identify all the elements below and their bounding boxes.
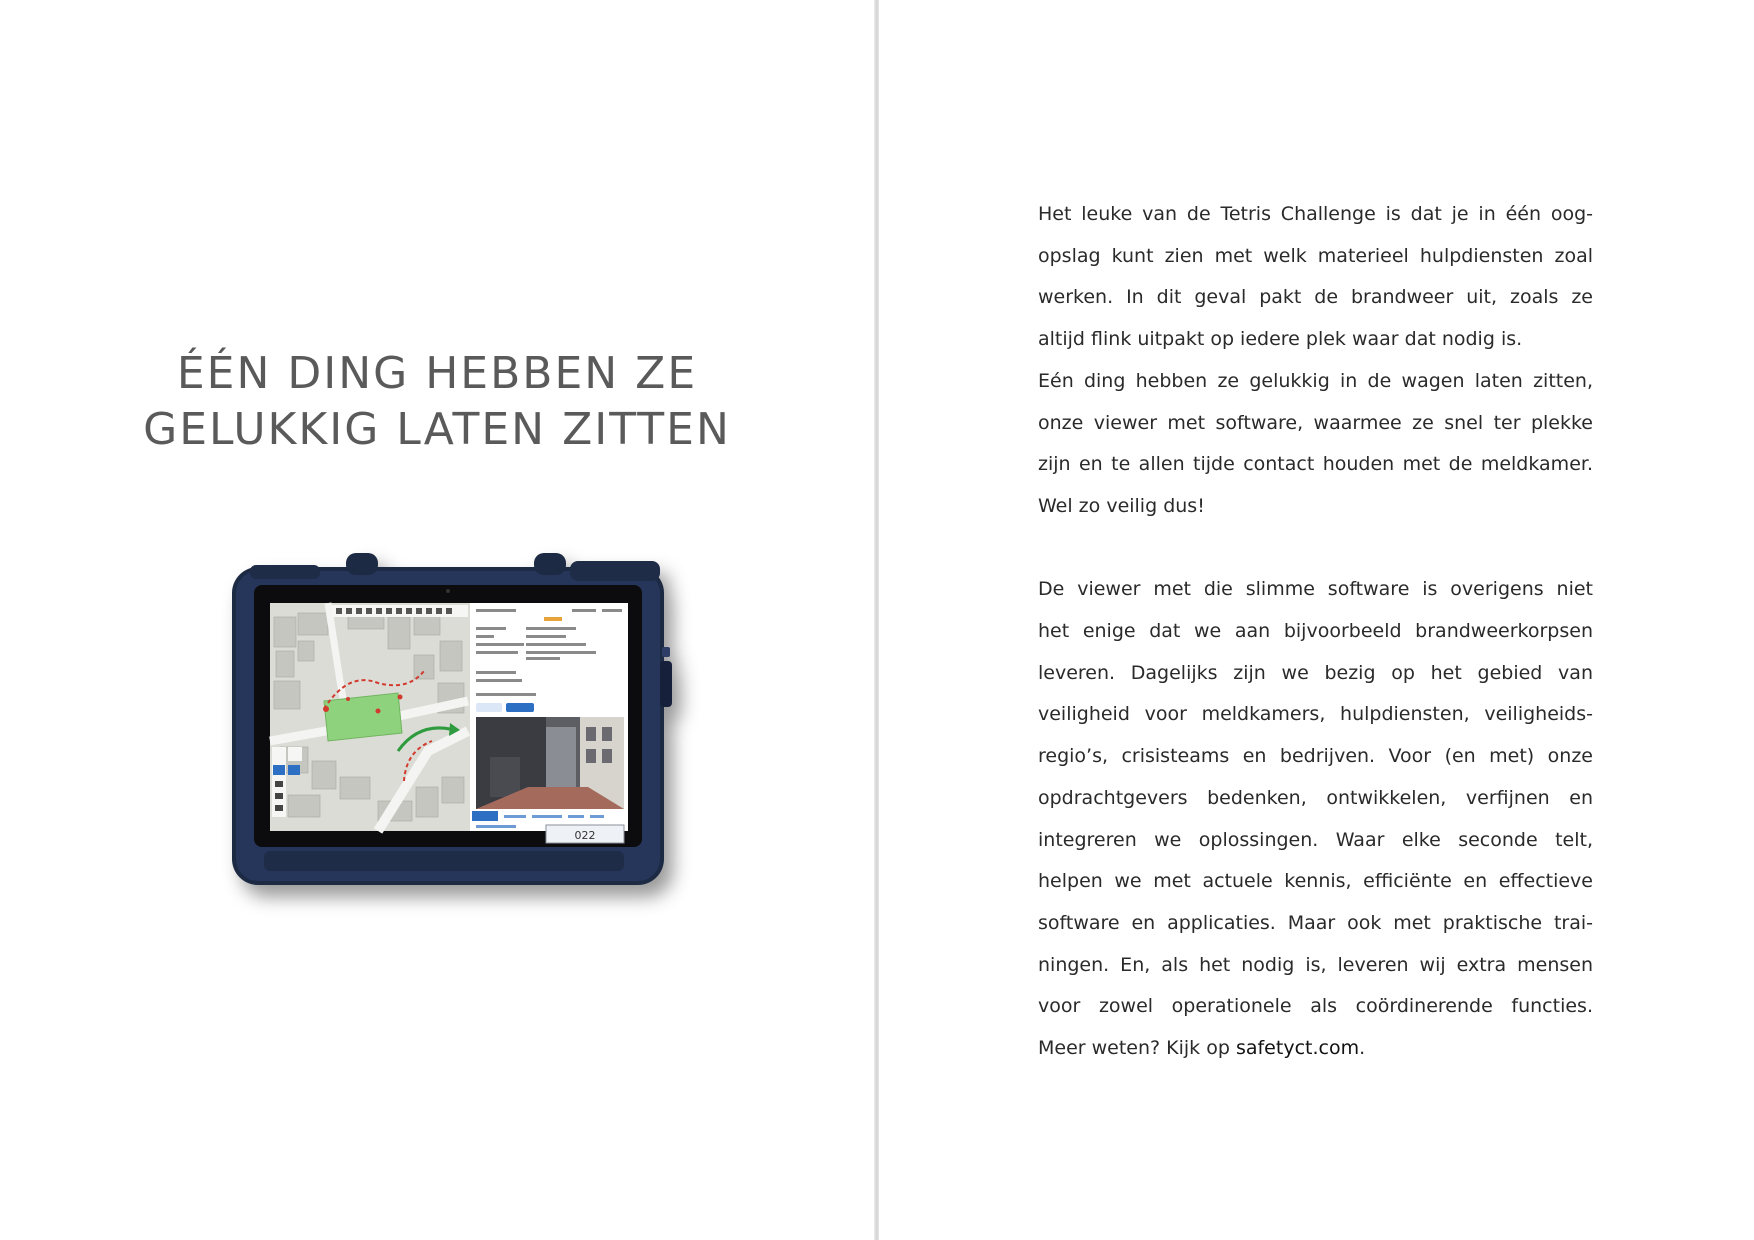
website-link[interactable]: safetyct.com xyxy=(1235,1037,1360,1060)
text-line-last xyxy=(1038,1028,1593,1070)
headline xyxy=(100,346,774,458)
text-line: leveren. Dagelijks zijn we bezig op het gebied van xyxy=(1038,661,1593,684)
text-line: software en applicaties. Maar ook met praktische trai- xyxy=(1038,911,1593,934)
rugged-tablet-photo xyxy=(228,551,673,891)
text-line: het enige dat we aan bijvoorbeeld brandweerkorpsen xyxy=(1038,620,1593,643)
closing-suffix: . xyxy=(1359,1037,1366,1060)
headline-line-1: ÉÉN DING HEBBEN ZE xyxy=(176,348,698,399)
text-line: Eén ding hebben ze gelukkig in de wagen laten zitten, xyxy=(1038,369,1593,392)
page-gutter xyxy=(874,0,879,1240)
text-line: ningen. En, als het nodig is, leveren wij extra mensen xyxy=(1038,953,1593,976)
headline-line-2: GELUKKIG LATEN ZITTEN xyxy=(143,404,731,455)
text-line: opslag kunt zien met welk materieel hulpdiensten zoal xyxy=(1038,244,1593,267)
left-page xyxy=(0,0,874,1240)
closing-prefix: Meer weten? Kijk op xyxy=(1038,1037,1236,1060)
text-line: altijd flink uitpakt op iedere plek waar dat nodig is. xyxy=(1038,328,1523,351)
paragraph-1 xyxy=(1038,194,1593,528)
text-line: zijn en te allen tijde contact houden met de meldkamer. xyxy=(1038,453,1593,476)
text-line: Wel zo veilig dus! xyxy=(1038,494,1205,517)
text-line: regio’s, crisisteams en bedrijven. Voor (en met) onze xyxy=(1038,745,1593,768)
text-line: opdrachtgevers bedenken, ontwikkelen, verfijnen en xyxy=(1038,786,1593,809)
tablet-badge: 022 xyxy=(574,829,596,842)
body-text xyxy=(1038,194,1593,1070)
text-line: integreren we oplossingen. Waar elke seconde telt, xyxy=(1038,828,1593,851)
paragraph-gap xyxy=(1038,528,1593,570)
text-line: helpen we met actuele kennis, efficiënte en effectieve xyxy=(1038,870,1593,893)
paragraph-2 xyxy=(1038,569,1593,1069)
text-line: voor zowel operationele als coördinerende functies. xyxy=(1038,995,1593,1018)
text-line: De viewer met die slimme software is overigens niet xyxy=(1038,578,1593,601)
text-line: veiligheid voor meldkamers, hulpdiensten, veiligheids- xyxy=(1038,703,1593,726)
text-line: Het leuke van de Tetris Challenge is dat je in één oog- xyxy=(1038,203,1593,225)
text-line: werken. In dit geval pakt de brandweer uit, zoals ze xyxy=(1038,286,1593,309)
text-line: onze viewer met software, waarmee ze snel ter plekke xyxy=(1038,411,1593,434)
